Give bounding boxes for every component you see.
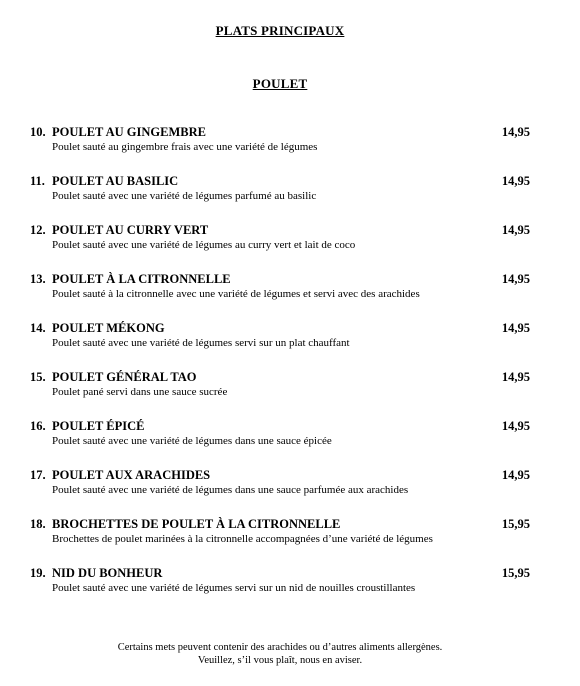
- menu-item-header: [30, 125, 530, 142]
- menu-item-number: 18.: [30, 517, 46, 531]
- menu-item-name: POULET AU GINGEMBRE: [52, 125, 206, 139]
- menu-item: [30, 370, 530, 419]
- menu-item-name: BROCHETTES DE POULET À LA CITRONNELLE: [52, 517, 341, 531]
- menu-item-price: 15,95: [501, 566, 530, 580]
- menu-item-description: Poulet sauté avec une variété de légumes servi sur un plat chauffant: [52, 337, 350, 349]
- menu-item: [30, 223, 530, 272]
- menu-item-number: 17.: [30, 468, 46, 482]
- menu-item: [30, 125, 530, 174]
- menu-list: [30, 125, 530, 615]
- menu-item-description: Poulet sauté avec une variété de légumes au curry vert et lait de coco: [52, 239, 356, 251]
- menu-item-number: 11.: [30, 174, 45, 188]
- menu-item-description: Poulet sauté à la citronnelle avec une variété de légumes et servi avec des arachides: [52, 288, 420, 300]
- menu-item-number: 13.: [30, 272, 46, 286]
- menu-item-number: 16.: [30, 419, 46, 433]
- menu-item: [30, 321, 530, 370]
- menu-item-name: POULET AU BASILIC: [52, 174, 179, 188]
- menu-item-name: POULET AU CURRY VERT: [52, 223, 209, 237]
- allergy-notice: [0, 641, 560, 667]
- menu-item-price: 14,95: [501, 125, 530, 139]
- menu-item-number: 14.: [30, 321, 46, 335]
- menu-item-name: NID DU BONHEUR: [52, 566, 163, 580]
- menu-item: [30, 566, 530, 615]
- menu-item-description: Poulet sauté avec une variété de légumes dans une sauce épicée: [52, 435, 332, 447]
- menu-item-name: POULET AUX ARACHIDES: [52, 468, 211, 482]
- menu-item-header: [30, 321, 530, 338]
- menu-item-price: 14,95: [501, 419, 530, 433]
- menu-item-name: POULET GÉNÉRAL TAO: [52, 370, 197, 384]
- menu-item-description: Poulet sauté avec une variété de légumes parfumé au basilic: [52, 190, 317, 202]
- menu-item-header: [30, 174, 530, 191]
- section-heading: POULET: [252, 76, 308, 91]
- page-title: PLATS PRINCIPAUX: [215, 23, 345, 38]
- menu-item-description: Poulet pané servi dans une sauce sucrée: [52, 386, 228, 398]
- menu-item-number: 15.: [30, 370, 46, 384]
- menu-item-header: [30, 272, 530, 289]
- menu-item-name: POULET MÉKONG: [52, 321, 165, 335]
- menu-item-name: POULET À LA CITRONNELLE: [52, 272, 231, 286]
- menu-item-description: Poulet sauté avec une variété de légumes servi sur un nid de nouilles croustillantes: [52, 582, 416, 594]
- menu-item-header: [30, 370, 530, 387]
- menu-item: [30, 468, 530, 517]
- menu-item-description: Poulet sauté au gingembre frais avec une variété de légumes: [52, 141, 318, 153]
- menu-item: [30, 174, 530, 223]
- menu-item-header: [30, 223, 530, 240]
- menu-item-number: 19.: [30, 566, 46, 580]
- menu-item-number: 12.: [30, 223, 46, 237]
- menu-item-header: [30, 517, 530, 534]
- menu-item-price: 14,95: [501, 272, 530, 286]
- menu-item-header: [30, 566, 530, 583]
- menu-item: [30, 517, 530, 566]
- menu-item-description: Poulet sauté avec une variété de légumes dans une sauce parfumée aux arachides: [52, 484, 409, 496]
- menu-item-description: Brochettes de poulet marinées à la citronnelle accompagnées d’une variété de légumes: [52, 533, 433, 545]
- menu-item-price: 14,95: [501, 321, 530, 335]
- menu-item-header: [30, 419, 530, 436]
- menu-item: [30, 272, 530, 321]
- menu-item-price: 14,95: [501, 223, 530, 237]
- menu-item-price: 15,95: [501, 517, 530, 531]
- allergy-notice-line-1: Certains mets peuvent contenir des arachides ou d’autres aliments allergènes.: [117, 642, 443, 653]
- menu-item: [30, 419, 530, 468]
- menu-item-name: POULET ÉPICÉ: [52, 419, 145, 433]
- menu-item-price: 14,95: [501, 370, 530, 384]
- allergy-notice-line-2: Veuillez, s’il vous plaît, nous en aviser.: [197, 655, 363, 666]
- menu-item-number: 10.: [30, 125, 46, 139]
- menu-item-price: 14,95: [501, 468, 530, 482]
- menu-item-price: 14,95: [501, 174, 530, 188]
- menu-item-header: [30, 468, 530, 485]
